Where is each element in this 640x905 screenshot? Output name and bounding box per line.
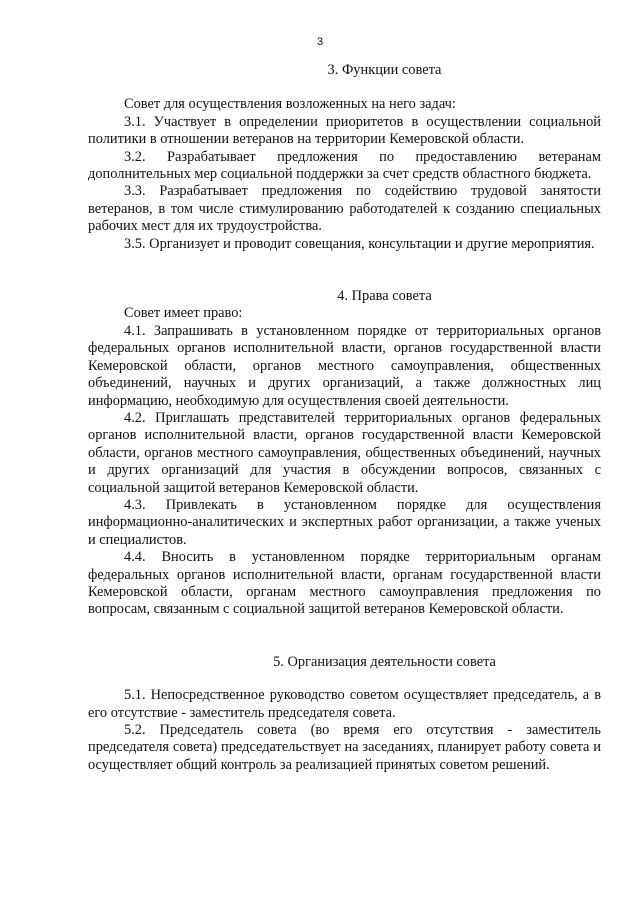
paragraph-4-3: 4.3. Привлекать в установленном порядке для осуществления информационно-аналитических и экспертных работ организации, а также ученых и специалистов. [88,496,601,548]
paragraph-5-2: 5.2. Председатель совета (во время его отсутствия - заместитель председателя совета) председательствует на заседаниях, планирует работу совета и осуществляет общий контроль за реализацией принятых советом решений. [88,722,601,773]
paragraph-3-1: 3.1. Участвует в определении приоритетов в осуществлении социальной политики в отношении ветеранов на территории Кемеровской области. [88,113,601,148]
paragraph-4-2: 4.2. Приглашать представителей территориальных органов федеральных органов исполнительной власти, органов государственной власти Кемеровской области, органов местного самоуправления, общественных объединений, научных и других организаций для участия в обсуждении вопросов, связанных с социальной защитой ветеранов Кемеровской области. [88,409,601,496]
paragraph-3-5: 3.5. Организует и проводит совещания, консультации и другие мероприятия. [124,235,595,252]
paragraph-4-1: 4.1. Запрашивать в установленном порядке от территориальных органов федеральных органов исполнительной власти, органов государственной власти Кемеровской области, органов местного самоуправления, общественных объединений, научных и других организаций, а также должностных лиц информацию, необходимую для осуществления своей деятельности. [88,322,601,409]
section-rights [88,288,601,619]
section-organization [88,654,601,774]
section-intro-rights: Совет имеет право: [124,305,243,322]
section-intro-functions: Совет для осуществления возложенных на него задач: [124,96,456,113]
page-number: 3 [316,36,324,48]
paragraph-3-3: 3.3. Разрабатывает предложения по содействию трудовой занятости ветеранов, в том числе стимулированию работодателей к созданию специальных рабочих мест для их трудоустройства. [88,183,601,235]
paragraph-4-4: 4.4. Вносить в установленном порядке территориальным органам федеральных органов исполнительной власти, органам государственной власти Кемеровской области, органам местного самоуправления предложения по вопросам, связанным с социальной защитой ветеранов Кемеровской области. [88,549,601,618]
section-heading-rights: 4. Права совета [337,288,432,305]
paragraph-5-1: 5.1. Непосредственное руководство советом осуществляет председатель, а в его отсутствие - заместитель председателя совета. [88,687,601,721]
paragraph-3-2: 3.2. Разрабатывает предложения по предоставлению ветеранам дополнительных мер социальной поддержки за счет средств областного бюджета. [88,148,601,183]
section-heading-functions: 3. Функции совета [327,62,442,78]
section-functions [88,62,601,253]
section-heading-organization: 5. Организация деятельности совета [273,653,496,670]
document-body [88,62,601,774]
